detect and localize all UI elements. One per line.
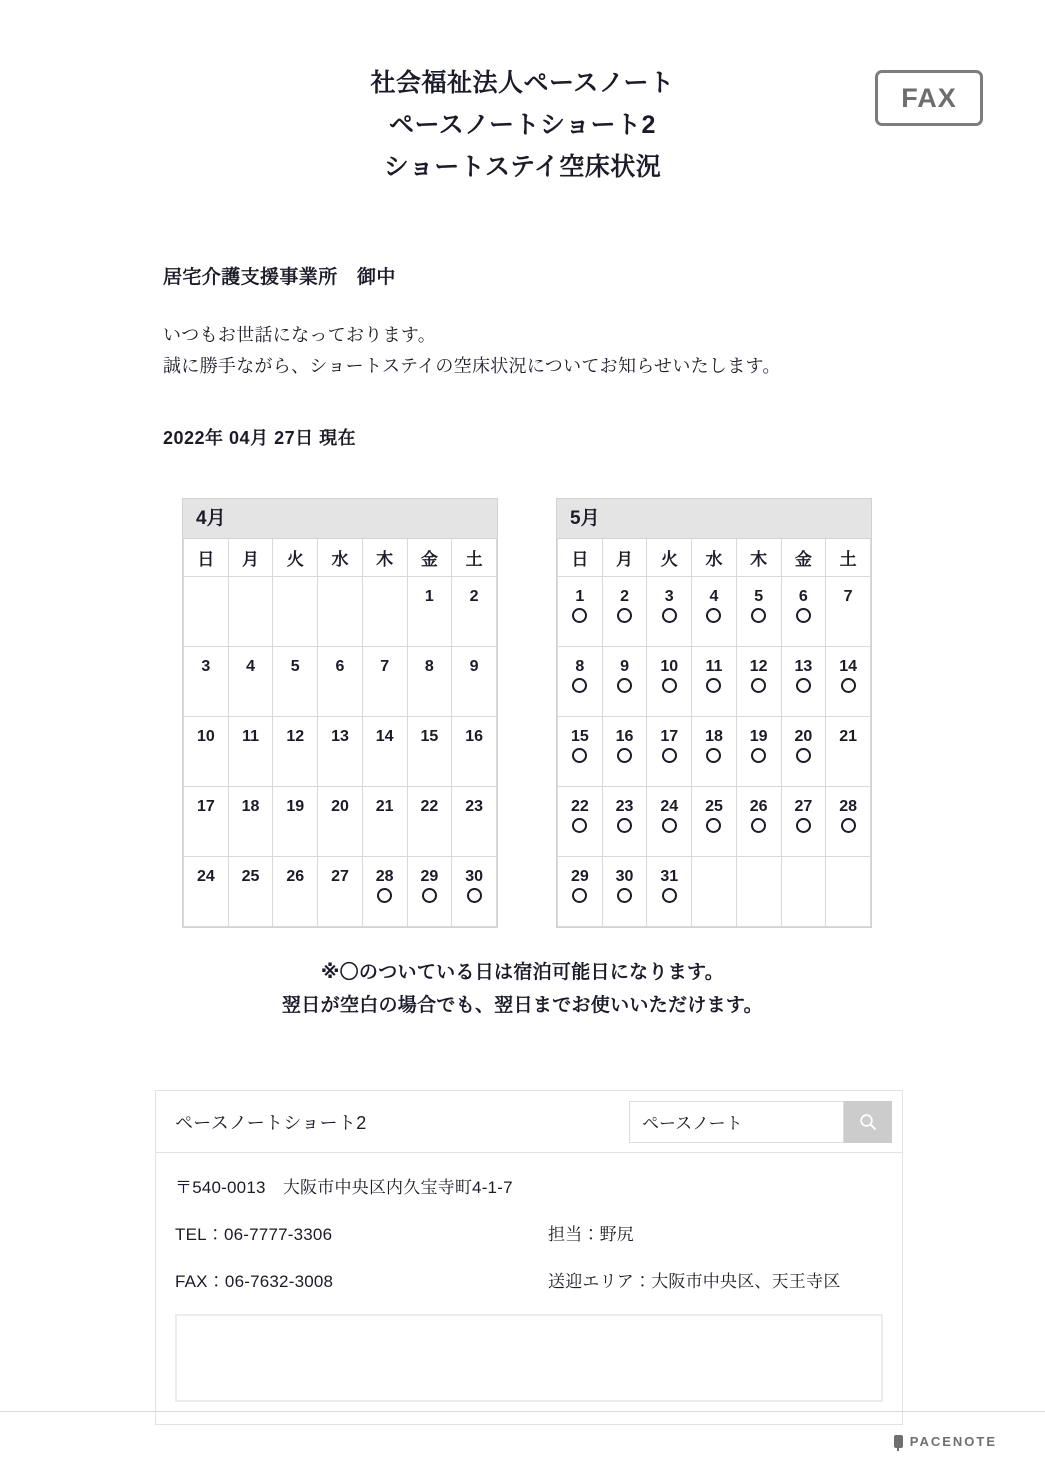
calendar-week-row <box>184 577 497 647</box>
calendar-day-number: 16 <box>615 728 634 745</box>
calendar-day-number: 22 <box>420 798 439 815</box>
calendar-day-number: 3 <box>201 658 211 675</box>
calendar-day-cell <box>602 577 647 647</box>
title-line-3: ショートステイ空床状況 <box>383 153 662 181</box>
calendar-day-number: 28 <box>375 868 394 885</box>
calendar-day-number: 10 <box>660 658 679 675</box>
calendar-day-number: 22 <box>570 798 589 815</box>
greeting-line-2: 誠に勝手ながら、ショートステイの空床状況についてお知らせいたします。 <box>163 356 781 376</box>
calendar-day-number: 17 <box>196 798 215 815</box>
calendar-day-cell <box>228 857 273 927</box>
calendar-day-number: 30 <box>465 868 483 885</box>
calendar-day-cell <box>452 647 497 717</box>
calendar-day-number: 29 <box>420 868 439 885</box>
calendar-day-number: 19 <box>286 798 305 815</box>
calendar-day-number: 21 <box>839 728 857 745</box>
calendar-day-number: 19 <box>749 728 768 745</box>
calendar-week-row <box>184 787 497 857</box>
calendar-day-cell <box>362 717 407 787</box>
calendar-day-cell-empty <box>826 857 871 927</box>
calendar-day-cell <box>647 787 692 857</box>
weekday-header-sat: 土 <box>452 539 497 577</box>
calendar-day-number: 9 <box>469 658 479 675</box>
availability-circle-icon <box>751 678 766 693</box>
calendar-day-cell <box>781 647 826 717</box>
calendar-day-number: 7 <box>380 658 390 675</box>
availability-circle-icon <box>751 748 766 763</box>
calendar-day-number: 26 <box>286 868 305 885</box>
calendar-day-number: 17 <box>660 728 679 745</box>
calendar-day-cell <box>362 647 407 717</box>
calendar-day-number: 1 <box>424 588 434 605</box>
legend-note-line-2: 翌日が空白の場合でも、翌日までお使いいただけます。 <box>282 995 763 1016</box>
calendar-day-cell-empty <box>228 577 273 647</box>
weekday-header-thu: 木 <box>736 539 781 577</box>
calendar-day-cell <box>558 857 603 927</box>
addressee-line: 居宅介護支援事業所 御中 <box>163 267 396 288</box>
weekday-header-wed: 水 <box>692 539 737 577</box>
calendar-day-number: 1 <box>575 588 585 605</box>
calendar-day-cell <box>647 717 692 787</box>
calendar-day-number: 5 <box>754 588 764 605</box>
greeting-line-1: いつもお世話になっております。 <box>163 325 437 345</box>
calendar-day-number: 9 <box>620 658 629 675</box>
availability-circle-icon <box>467 888 482 903</box>
calendar-day-number: 15 <box>570 728 589 745</box>
facility-card-body <box>156 1153 902 1292</box>
calendar-day-number: 29 <box>570 868 589 885</box>
weekday-header-sun: 日 <box>558 539 603 577</box>
availability-circle-icon <box>662 888 677 903</box>
calendar-week-row <box>558 857 871 927</box>
calendar-day-cell <box>602 857 647 927</box>
calendar-legend-note <box>0 956 1045 1022</box>
as-of-date: 2022年 04月 27日 現在 <box>163 428 357 448</box>
calendar-day-number: 16 <box>465 728 483 745</box>
calendar-day-cell <box>602 647 647 717</box>
weekday-header-sun: 日 <box>184 539 229 577</box>
calendar-may <box>556 498 872 928</box>
calendar-day-cell <box>452 717 497 787</box>
calendar-day-cell <box>826 647 871 717</box>
calendar-body <box>558 577 871 927</box>
greeting-block <box>163 320 1045 382</box>
calendar-month-label: 4月 <box>183 499 497 539</box>
weekday-header-tue: 火 <box>647 539 692 577</box>
weekday-header-mon: 月 <box>228 539 273 577</box>
legend-note-line-1: ※〇のついている日は宿泊可能日になります。 <box>320 962 725 983</box>
availability-circle-icon <box>662 678 677 693</box>
calendar-day-cell <box>318 647 363 717</box>
pacenote-logo-icon <box>894 1435 903 1448</box>
calendar-day-cell <box>184 857 229 927</box>
facility-card <box>155 1090 903 1425</box>
availability-circle-icon <box>617 748 632 763</box>
availability-circle-icon <box>422 888 437 903</box>
footer-divider <box>0 1411 1045 1412</box>
document-header <box>0 0 1045 188</box>
calendar-day-cell <box>407 577 452 647</box>
calendar-day-cell <box>826 787 871 857</box>
facility-tel: TEL：06-7777-3306 <box>175 1225 333 1244</box>
availability-circle-icon <box>572 678 587 693</box>
calendar-day-cell <box>647 647 692 717</box>
availability-circle-icon <box>617 818 632 833</box>
calendar-day-cell <box>228 717 273 787</box>
calendar-day-cell <box>318 787 363 857</box>
availability-circle-icon <box>572 818 587 833</box>
calendar-day-cell <box>736 647 781 717</box>
availability-circle-icon <box>377 888 392 903</box>
calendar-day-number: 23 <box>615 798 634 815</box>
calendar-day-number: 11 <box>242 728 260 745</box>
calendar-day-cell-empty <box>362 577 407 647</box>
calendar-day-cell-empty <box>692 857 737 927</box>
calendar-day-cell <box>362 857 407 927</box>
calendar-day-cell <box>273 857 318 927</box>
calendar-day-cell <box>558 717 603 787</box>
availability-circle-icon <box>617 888 632 903</box>
calendar-day-cell <box>692 647 737 717</box>
weekday-header-sat: 土 <box>826 539 871 577</box>
calendar-day-number: 27 <box>794 798 813 815</box>
calendar-day-cell <box>452 857 497 927</box>
calendar-day-number: 13 <box>794 658 813 675</box>
calendar-day-number: 24 <box>196 868 215 885</box>
calendar-day-number: 15 <box>420 728 439 745</box>
search-button[interactable] <box>844 1101 892 1143</box>
calendar-day-number: 25 <box>241 868 260 885</box>
calendar-day-cell-empty <box>273 577 318 647</box>
calendar-april <box>182 498 498 928</box>
facility-info-row-tel <box>175 1220 883 1245</box>
calendar-week-row <box>558 717 871 787</box>
calendar-day-number: 21 <box>375 798 394 815</box>
weekday-header-row <box>184 539 497 577</box>
calendar-day-cell <box>558 577 603 647</box>
availability-circle-icon <box>751 608 766 623</box>
weekday-header-row <box>558 539 871 577</box>
availability-circle-icon <box>572 608 587 623</box>
calendar-day-number: 20 <box>331 798 349 815</box>
calendar-day-number: 10 <box>196 728 215 745</box>
calendar-day-cell <box>452 787 497 857</box>
calendar-day-number: 23 <box>465 798 483 815</box>
calendar-day-cell <box>781 577 826 647</box>
letter-body <box>163 262 1045 450</box>
calendar-day-cell <box>407 857 452 927</box>
availability-circle-icon <box>706 748 721 763</box>
availability-circle-icon <box>617 678 632 693</box>
weekday-header-wed: 水 <box>318 539 363 577</box>
calendar-week-row <box>184 857 497 927</box>
facility-info-row-fax <box>175 1267 883 1292</box>
calendar-day-number: 8 <box>424 658 434 675</box>
title-line-1: 社会福祉法人ペースノート <box>370 69 675 97</box>
fax-badge: FAX <box>875 70 983 126</box>
calendar-day-cell <box>184 647 229 717</box>
calendar-day-cell <box>452 577 497 647</box>
calendar-day-cell <box>692 787 737 857</box>
calendar-day-cell-empty <box>736 857 781 927</box>
calendar-day-cell <box>736 717 781 787</box>
calendar-body <box>184 577 497 927</box>
availability-circle-icon <box>662 608 677 623</box>
calendar-day-cell <box>558 787 603 857</box>
calendar-day-cell <box>407 717 452 787</box>
calendar-day-number: 24 <box>660 798 679 815</box>
calendar-day-cell <box>781 787 826 857</box>
calendar-week-row <box>184 717 497 787</box>
facility-fax: FAX：06-7632-3008 <box>175 1272 334 1291</box>
calendar-month-label: 5月 <box>557 499 871 539</box>
calendar-day-cell-empty <box>318 577 363 647</box>
search-icon <box>858 1112 878 1132</box>
calendar-day-number: 2 <box>620 588 629 605</box>
brand-name: PACENOTE <box>909 1434 997 1449</box>
calendar-week-row <box>184 647 497 717</box>
calendar-day-cell <box>407 647 452 717</box>
weekday-header-mon: 月 <box>602 539 647 577</box>
search-input[interactable] <box>629 1101 844 1143</box>
availability-circle-icon <box>751 818 766 833</box>
calendar-day-cell <box>781 717 826 787</box>
calendar-grid <box>557 539 871 927</box>
facility-card-header <box>156 1091 902 1153</box>
calendar-container <box>182 498 1045 928</box>
calendar-day-cell <box>184 787 229 857</box>
calendar-week-row <box>558 787 871 857</box>
calendar-day-cell <box>273 717 318 787</box>
calendar-day-number: 13 <box>331 728 349 745</box>
search-box <box>629 1101 892 1143</box>
availability-circle-icon <box>796 818 811 833</box>
facility-contact-person: 担当：野尻 <box>548 1225 634 1244</box>
calendar-day-cell <box>228 647 273 717</box>
calendar-day-number: 12 <box>286 728 305 745</box>
calendar-day-cell <box>602 787 647 857</box>
calendar-day-cell <box>826 717 871 787</box>
availability-circle-icon <box>706 678 721 693</box>
calendar-day-cell <box>184 717 229 787</box>
calendar-day-cell <box>692 577 737 647</box>
calendar-week-row <box>558 577 871 647</box>
availability-circle-icon <box>706 608 721 623</box>
facility-note-area[interactable] <box>175 1314 883 1402</box>
availability-circle-icon <box>662 748 677 763</box>
calendar-day-cell <box>273 647 318 717</box>
weekday-header-thu: 木 <box>362 539 407 577</box>
calendar-day-cell <box>692 717 737 787</box>
calendar-day-number: 14 <box>839 658 857 675</box>
calendar-day-cell <box>647 577 692 647</box>
calendar-day-cell <box>826 577 871 647</box>
availability-circle-icon <box>796 608 811 623</box>
calendar-day-cell <box>736 577 781 647</box>
calendar-day-cell <box>407 787 452 857</box>
calendar-day-cell <box>228 787 273 857</box>
calendar-day-number: 5 <box>290 658 300 675</box>
weekday-header-fri: 金 <box>407 539 452 577</box>
calendar-day-number: 25 <box>705 798 723 815</box>
brand-logo <box>894 1434 997 1449</box>
calendar-day-cell <box>647 857 692 927</box>
calendar-day-cell <box>602 717 647 787</box>
calendar-day-number: 14 <box>375 728 394 745</box>
calendar-day-cell <box>736 787 781 857</box>
weekday-header-tue: 火 <box>273 539 318 577</box>
calendar-day-cell <box>362 787 407 857</box>
calendar-week-row <box>558 647 871 717</box>
calendar-day-number: 12 <box>749 658 768 675</box>
calendar-day-number: 11 <box>705 658 723 675</box>
calendar-day-number: 18 <box>705 728 723 745</box>
calendar-day-cell-empty <box>781 857 826 927</box>
calendar-day-number: 4 <box>246 658 255 675</box>
calendar-day-number: 2 <box>469 588 479 605</box>
facility-service-area: 送迎エリア：大阪市中央区、天王寺区 <box>548 1272 841 1291</box>
calendar-day-number: 3 <box>664 588 674 605</box>
availability-circle-icon <box>796 748 811 763</box>
calendar-day-number: 4 <box>709 588 719 605</box>
calendar-day-number: 6 <box>335 658 345 675</box>
availability-circle-icon <box>572 888 587 903</box>
calendar-day-cell <box>273 787 318 857</box>
availability-circle-icon <box>841 678 856 693</box>
calendar-day-number: 20 <box>794 728 813 745</box>
availability-circle-icon <box>706 818 721 833</box>
calendar-day-number: 28 <box>839 798 857 815</box>
calendar-day-cell <box>318 717 363 787</box>
calendar-day-number: 6 <box>798 588 808 605</box>
availability-circle-icon <box>662 818 677 833</box>
calendar-day-number: 31 <box>660 868 679 885</box>
calendar-day-number: 27 <box>331 868 349 885</box>
calendar-grid <box>183 539 497 927</box>
availability-circle-icon <box>572 748 587 763</box>
availability-circle-icon <box>841 818 856 833</box>
title-line-2: ペースノートショート2 <box>389 111 656 139</box>
calendar-day-number: 8 <box>575 658 585 675</box>
calendar-day-cell-empty <box>184 577 229 647</box>
calendar-day-number: 18 <box>241 798 260 815</box>
calendar-day-number: 7 <box>843 588 853 605</box>
facility-address: 〒540-0013 大阪市中央区内久宝寺町4-1-7 <box>175 1178 513 1197</box>
calendar-day-number: 30 <box>615 868 634 885</box>
availability-circle-icon <box>796 678 811 693</box>
calendar-day-cell <box>558 647 603 717</box>
weekday-header-fri: 金 <box>781 539 826 577</box>
calendar-day-number: 26 <box>749 798 768 815</box>
calendar-day-cell <box>318 857 363 927</box>
availability-circle-icon <box>617 608 632 623</box>
facility-name: ペースノートショート2 <box>175 1112 367 1133</box>
